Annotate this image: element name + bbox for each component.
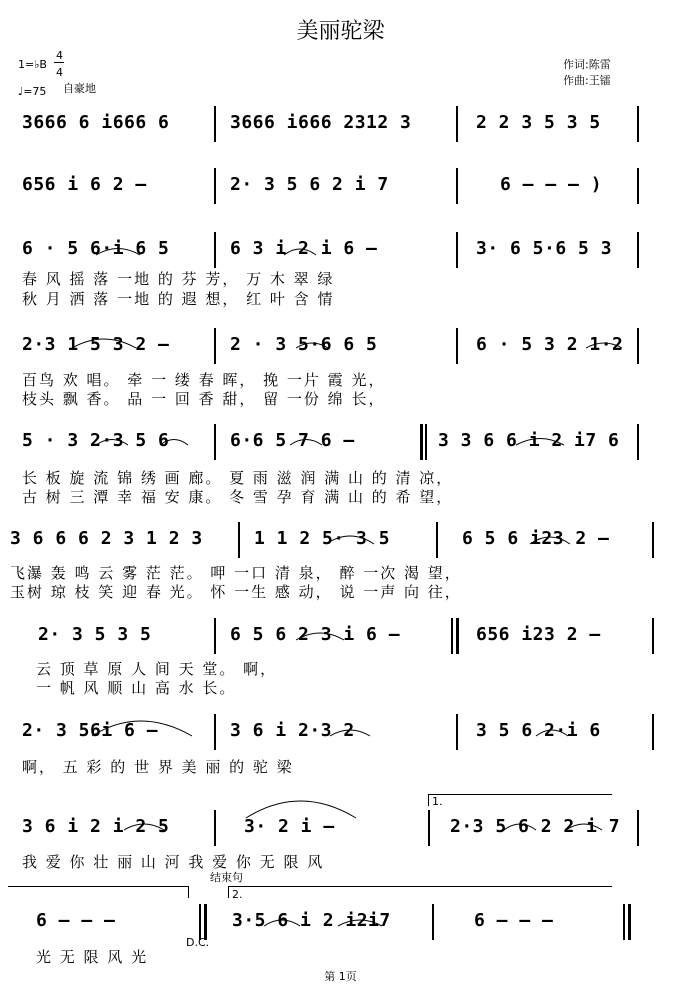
slur-icon <box>326 536 374 544</box>
measure-notes: 2· 3 5 3 5 <box>38 624 152 645</box>
lyric-line: 我 爱 你 壮 丽 山 河 我 爱 你 无 限 风 <box>22 853 325 871</box>
lyric-line: 百鸟 欢 唱。 牵 一 缕 春 晖， 挽 一片 霞 光， <box>22 371 386 389</box>
tempo: ♩=75 <box>18 85 47 98</box>
measure-notes: 3· 2 i – <box>244 816 335 837</box>
expression-mark: 自豪地 <box>63 82 96 95</box>
da-capo-mark: D.C. <box>186 936 210 949</box>
composer: 作曲:王镭 <box>563 74 611 87</box>
measure-notes: 5 · 3 2·3 5 6 <box>22 430 170 451</box>
lyric-line: 枝头 飘 香。 品 一 回 香 甜， 留 一份 绵 长， <box>22 390 386 408</box>
slur-icon <box>566 824 602 830</box>
slur-icon <box>124 824 164 830</box>
slur-icon <box>330 730 370 736</box>
measure-notes: 6 3 i 2 i 6 – <box>230 238 378 259</box>
measure-notes: 2· 3 5 6 2 i 7 <box>230 174 389 195</box>
measure-notes: 2·3 1 5 3 2 – <box>22 334 170 355</box>
slur-icon <box>264 920 300 926</box>
measure-notes: 6 · 5 3 2 1·2 <box>476 334 624 355</box>
song-title: 美丽驼梁 <box>296 19 385 44</box>
time-signature-bottom: 4 <box>56 66 63 79</box>
measure-notes: 656 i23 2 – <box>476 624 601 645</box>
measure-notes: 3666 6 i666 6 <box>22 112 170 133</box>
slur-icon <box>284 249 316 255</box>
slur-icon <box>246 801 356 818</box>
measure-notes: 6 · 5 6·i 6 5 <box>22 238 170 259</box>
slur-icon <box>96 440 128 446</box>
measure-notes: 3 5 6 2·i 6 <box>476 720 601 741</box>
measure-notes: 3·5 6 i 2 i2i7 <box>232 910 391 931</box>
measure-notes: 656 i 6 2 – <box>22 174 147 195</box>
slur-icon <box>504 824 536 830</box>
slur-icon <box>338 920 382 926</box>
measure-notes: 2 2 3 5 3 5 <box>476 112 601 133</box>
slur-icon <box>296 633 344 640</box>
measure-notes: 6 – – – <box>36 910 116 931</box>
lyric-line: 啊， 五 彩 的 世 界 美 丽 的 驼 梁 <box>22 758 294 776</box>
slur-icon <box>530 537 570 544</box>
measure-notes: 3666 i666 2312 3 <box>230 112 412 133</box>
lyric-line: 飞瀑 轰 鸣 云 雾 茫 茫。 呷 一口 清 泉， 醉 一次 渴 望， <box>10 564 462 582</box>
measure-notes: 6·6 5 7 6 – <box>230 430 355 451</box>
measure-notes: 6 5 6 2 3 i 6 – <box>230 624 401 645</box>
lyric-line: 一 帆 风 顺 山 高 水 长。 <box>36 679 237 697</box>
lyric-line: 云 顶 草 原 人 间 天 堂。 啊， <box>36 660 278 678</box>
slur-icon <box>72 339 136 348</box>
measure-notes: 2·3 5 6 2 2 i 7 <box>450 816 621 837</box>
lyricist: 作词:陈雷 <box>563 58 611 71</box>
measure-notes: 6 5 6 i23 2 – <box>462 528 610 549</box>
ending-label: 结束句 <box>210 871 243 884</box>
measure-notes: 3 6 i 2 i 2 5 <box>22 816 170 837</box>
measure-notes: 3 6 i 2·3 2 <box>230 720 355 741</box>
measure-notes: 1 1 2 5· 3 5 <box>254 528 391 549</box>
measure-notes: 3 6 6 6 2 3 1 2 3 <box>10 528 203 549</box>
slur-icon <box>92 721 192 736</box>
slur-icon <box>160 440 188 446</box>
measure-notes: 3· 6 5·6 5 3 <box>476 238 613 259</box>
slur-icon <box>296 343 328 348</box>
lyric-line: 春 风 摇 落 一地 的 芬 芳， 万 木 翠 绿 <box>22 270 335 288</box>
time-signature-top: 4 <box>56 49 63 62</box>
lyric-line: 光 无 限 风 光 <box>36 948 149 966</box>
measure-notes: 6 – – – ) <box>500 174 603 195</box>
lyric-line: 长 板 旋 流 锦 绣 画 廊。 夏 雨 滋 润 满 山 的 清 凉， <box>22 469 454 487</box>
measure-notes: 6 – – – <box>474 910 554 931</box>
measure-notes: 3 3 6 6 i 2 i7 6 <box>438 430 620 451</box>
slur-icon <box>536 730 568 736</box>
lyric-line: 古 树 三 潭 幸 福 安 康。 冬 雪 孕 育 满 山 的 希 望， <box>22 488 454 506</box>
volta-1-label: 1. <box>432 795 443 808</box>
key-signature: 1=♭B <box>18 58 47 71</box>
page-number: 第 1页 <box>324 970 357 983</box>
lyric-line: 玉树 琼 枝 笑 迎 春 光。 怀 一生 感 动， 说 一声 向 往， <box>10 583 462 601</box>
slur-icon <box>516 439 564 446</box>
slur-icon <box>586 343 622 348</box>
lyric-line: 秋 月 洒 落 一地 的 遐 想， 红 叶 含 情 <box>22 290 335 308</box>
slur-icon <box>290 440 322 446</box>
volta-2-label: 2. <box>232 888 243 901</box>
measure-notes: 2· 3 56i 6 – <box>22 720 159 741</box>
measure-notes: 2 · 3 5·6 6 5 <box>230 334 378 355</box>
slur-icon <box>96 249 140 256</box>
